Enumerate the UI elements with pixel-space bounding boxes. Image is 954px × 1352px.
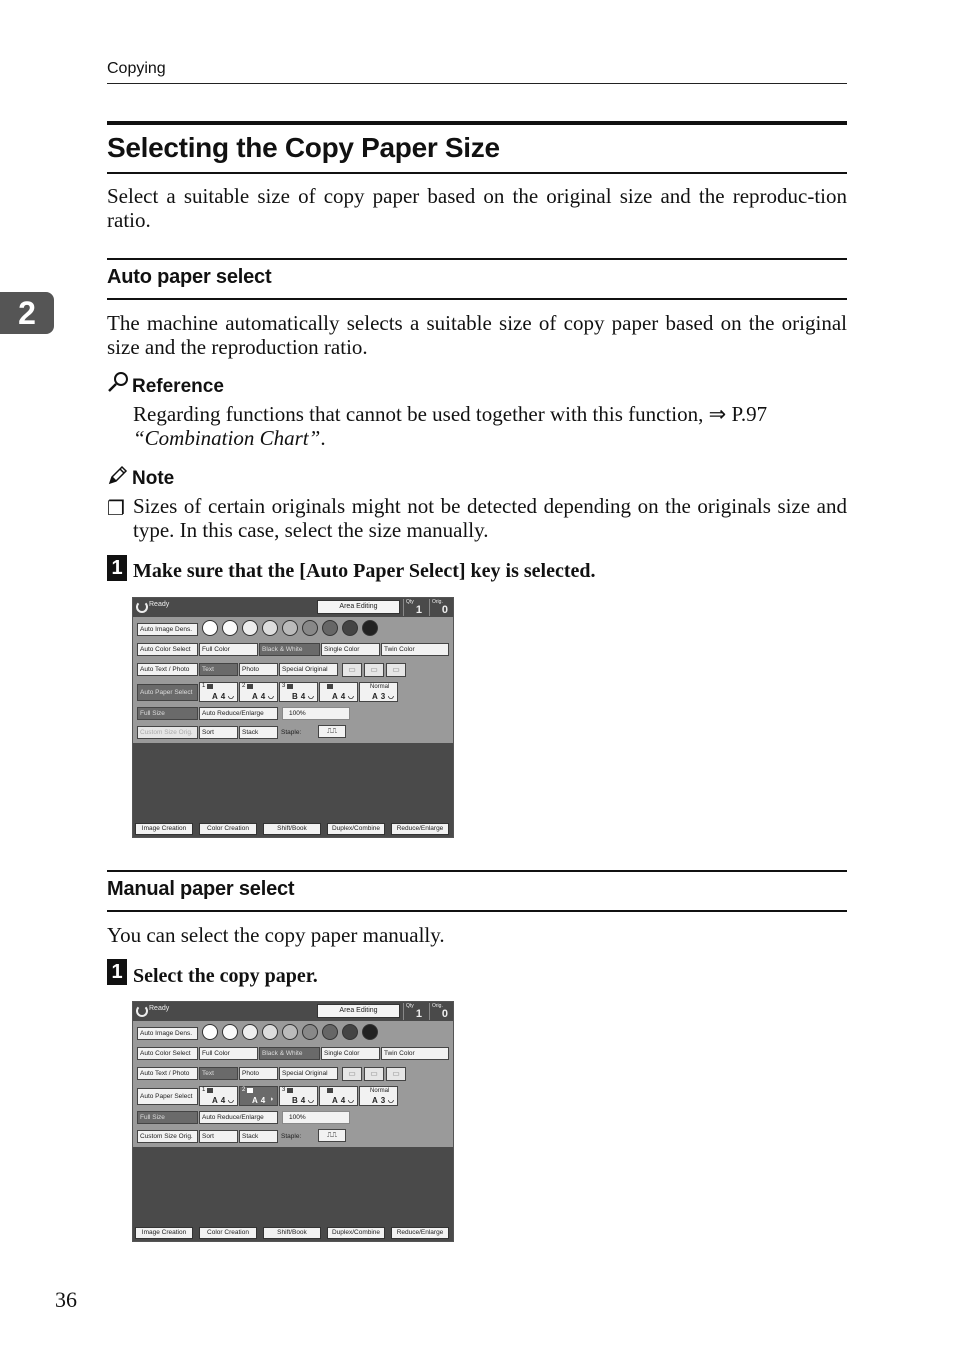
- full-color-button[interactable]: Full Color: [199, 643, 258, 656]
- bypass-tray-button[interactable]: A4 ◡: [319, 1086, 358, 1106]
- density-level-3[interactable]: [242, 620, 258, 636]
- auto-color-select-button[interactable]: Auto Color Select: [137, 1047, 198, 1060]
- note-text: Sizes of certain originals might not be detected depending on the originals size and type. In this case, select the size manually.: [133, 494, 847, 542]
- bypass-tray-button[interactable]: A4 ◡: [319, 682, 358, 702]
- title-rule-top: [107, 121, 847, 125]
- message-area: [133, 743, 453, 821]
- reference-link[interactable]: “Combination Chart”: [133, 426, 321, 450]
- original-type-icon-2[interactable]: ▭: [364, 1067, 384, 1081]
- originals-display: [429, 1003, 451, 1020]
- normal-tray-button[interactable]: Normal A3 ◡: [359, 1086, 398, 1106]
- density-level-5[interactable]: [282, 620, 298, 636]
- tab-duplex-combine[interactable]: Duplex/Combine: [327, 1227, 385, 1239]
- tray-1-button[interactable]: 1 A4 ◡: [199, 1086, 238, 1106]
- special-original-button[interactable]: Special Original: [279, 663, 338, 676]
- pencil-icon: [107, 464, 129, 486]
- ratio-display: 100%: [282, 1111, 350, 1124]
- tab-color-creation[interactable]: Color Creation: [199, 1227, 257, 1239]
- density-level-2[interactable]: [222, 1024, 238, 1040]
- quantity-display: [403, 1003, 425, 1020]
- tab-image-creation[interactable]: Image Creation: [135, 1227, 193, 1239]
- tray-3-button[interactable]: 3 B4 ◡: [279, 1086, 318, 1106]
- density-level-4[interactable]: [262, 620, 278, 636]
- density-level-1[interactable]: [202, 620, 218, 636]
- density-level-6[interactable]: [302, 1024, 318, 1040]
- section-rule-bottom: [107, 298, 847, 300]
- tray-3-button[interactable]: 3 B4 ◡: [279, 682, 318, 702]
- running-head: Copying: [107, 60, 166, 77]
- quantity-display: [403, 599, 425, 616]
- ready-status: Ready: [149, 601, 170, 608]
- auto-image-density-button[interactable]: Auto Image Dens.: [137, 623, 198, 636]
- qty-value: 1: [415, 1008, 422, 1020]
- step-instruction-manual: Select the copy paper.: [133, 965, 318, 987]
- step-instruction: Make sure that the [Auto Paper Select] key is selected.: [133, 560, 596, 582]
- reference-end: .: [320, 426, 326, 450]
- tray-2-button[interactable]: 2 A4 ◡: [239, 682, 278, 702]
- density-level-9[interactable]: [362, 620, 378, 636]
- magnifier-icon: [107, 370, 131, 394]
- tab-shift-book[interactable]: Shift/Book: [263, 1227, 321, 1239]
- copier-panel-auto: [132, 597, 454, 838]
- auto-paper-select-button[interactable]: Auto Paper Select: [137, 684, 198, 701]
- custom-size-original-button[interactable]: Custom Size Orig.: [137, 1130, 198, 1143]
- density-level-4[interactable]: [262, 1024, 278, 1040]
- tab-shift-book[interactable]: Shift/Book: [263, 823, 321, 835]
- orig-value: 0: [441, 604, 448, 616]
- orig-label: Orig.: [432, 1003, 443, 1009]
- originals-display: [429, 599, 451, 616]
- density-level-5[interactable]: [282, 1024, 298, 1040]
- black-white-button[interactable]: Black & White: [259, 643, 320, 656]
- title-rule-bottom: [107, 172, 847, 174]
- staple-label: Staple:: [281, 1133, 302, 1140]
- density-level-9[interactable]: [362, 1024, 378, 1040]
- intro-paragraph: Select a suitable size of copy paper based on the original size and the reproduc-tion ratio.: [107, 184, 847, 232]
- density-level-6[interactable]: [302, 620, 318, 636]
- full-size-button[interactable]: Full Size: [137, 1111, 198, 1124]
- orig-value: 0: [441, 1008, 448, 1020]
- step-number-manual: 1: [107, 959, 127, 985]
- note-label: Note: [132, 468, 175, 489]
- sort-button[interactable]: Sort: [199, 726, 238, 739]
- auto-reduce-enlarge-button[interactable]: Auto Reduce/Enlarge: [199, 707, 278, 720]
- tray-1-button[interactable]: 1 A4 ◡: [199, 682, 238, 702]
- density-level-8[interactable]: [342, 1024, 358, 1040]
- custom-size-original-button[interactable]: Custom Size Orig.: [137, 726, 198, 739]
- area-editing-button[interactable]: Area Editing: [317, 600, 400, 614]
- photo-mode-button[interactable]: Photo: [239, 1067, 278, 1080]
- staple-icon[interactable]: ⎍⎍: [318, 725, 346, 738]
- stack-button[interactable]: Stack: [239, 1130, 278, 1143]
- message-area: [133, 1147, 453, 1225]
- section-rule-bottom-manual: [107, 910, 847, 912]
- orig-label: Orig.: [432, 599, 443, 605]
- full-color-button[interactable]: Full Color: [199, 1047, 258, 1060]
- special-original-button[interactable]: Special Original: [279, 1067, 338, 1080]
- black-white-button[interactable]: Black & White: [259, 1047, 320, 1060]
- copier-panel-manual: [132, 1001, 454, 1242]
- density-level-7[interactable]: [322, 620, 338, 636]
- tab-reduce-enlarge[interactable]: Reduce/Enlarge: [391, 823, 449, 835]
- tab-image-creation[interactable]: Image Creation: [135, 823, 193, 835]
- density-level-1[interactable]: [202, 1024, 218, 1040]
- density-level-8[interactable]: [342, 620, 358, 636]
- step-number: 1: [107, 555, 127, 581]
- auto-image-density-button[interactable]: Auto Image Dens.: [137, 1027, 198, 1040]
- tray-2-button[interactable]: 2 A4 ◗: [239, 1086, 278, 1106]
- ready-icon: [136, 601, 148, 613]
- chapter-tab: 2: [0, 292, 54, 334]
- auto-color-select-button[interactable]: Auto Color Select: [137, 643, 198, 656]
- page-title: Selecting the Copy Paper Size: [107, 132, 500, 163]
- full-size-button[interactable]: Full Size: [137, 707, 198, 720]
- qty-value: 1: [415, 604, 422, 616]
- area-editing-button[interactable]: Area Editing: [317, 1004, 400, 1018]
- staple-icon[interactable]: ⎍⎍: [318, 1129, 346, 1142]
- reference-label: Reference: [132, 376, 224, 397]
- tab-duplex-combine[interactable]: Duplex/Combine: [327, 823, 385, 835]
- original-type-icon-1[interactable]: ▭: [342, 663, 362, 677]
- qty-label: Qty: [406, 1003, 414, 1009]
- auto-paper-select-button[interactable]: Auto Paper Select: [137, 1088, 198, 1105]
- single-color-button[interactable]: Single Color: [321, 1047, 380, 1060]
- ready-icon: [136, 1005, 148, 1017]
- page-number: 36: [55, 1287, 77, 1312]
- density-level-3[interactable]: [242, 1024, 258, 1040]
- header-rule: [107, 83, 847, 84]
- single-color-button[interactable]: Single Color: [321, 643, 380, 656]
- reference-text: [133, 402, 847, 450]
- manual-body: You can select the copy paper manually.: [107, 923, 445, 947]
- section-heading-auto: Auto paper select: [107, 266, 272, 288]
- twin-color-button[interactable]: Twin Color: [381, 643, 449, 656]
- twin-color-button[interactable]: Twin Color: [381, 1047, 449, 1060]
- section-heading-manual: Manual paper select: [107, 878, 295, 900]
- section-rule-top: [107, 258, 847, 260]
- tab-reduce-enlarge[interactable]: Reduce/Enlarge: [391, 1227, 449, 1239]
- auto-text-photo-button[interactable]: Auto Text / Photo: [137, 663, 198, 676]
- density-level-7[interactable]: [322, 1024, 338, 1040]
- text-mode-button[interactable]: Text: [199, 663, 238, 676]
- text-mode-button[interactable]: Text: [199, 1067, 238, 1080]
- auto-body: The machine automatically selects a suitable size of copy paper based on the original size and the reproduction ratio.: [107, 311, 847, 359]
- ratio-display: 100%: [282, 707, 350, 720]
- section-rule-top-manual: [107, 870, 847, 872]
- stack-button[interactable]: Stack: [239, 726, 278, 739]
- density-level-2[interactable]: [222, 620, 238, 636]
- normal-tray-button[interactable]: Normal A3 ◡: [359, 682, 398, 702]
- photo-mode-button[interactable]: Photo: [239, 663, 278, 676]
- reference-body: Regarding functions that cannot be used together with this function, ⇒ P.97: [133, 402, 768, 426]
- staple-label: Staple:: [281, 729, 302, 736]
- tab-color-creation[interactable]: Color Creation: [199, 823, 257, 835]
- sort-button[interactable]: Sort: [199, 1130, 238, 1143]
- auto-reduce-enlarge-button[interactable]: Auto Reduce/Enlarge: [199, 1111, 278, 1124]
- original-type-icon-1[interactable]: ▭: [342, 1067, 362, 1081]
- qty-label: Qty: [406, 599, 414, 605]
- original-type-icon-2[interactable]: ▭: [364, 663, 384, 677]
- auto-text-photo-button[interactable]: Auto Text / Photo: [137, 1067, 198, 1080]
- original-type-icon-3[interactable]: ▭: [386, 1067, 406, 1081]
- original-type-icon-3[interactable]: ▭: [386, 663, 406, 677]
- ready-status: Ready: [149, 1005, 170, 1012]
- checkbox-icon: ❐: [107, 498, 125, 520]
